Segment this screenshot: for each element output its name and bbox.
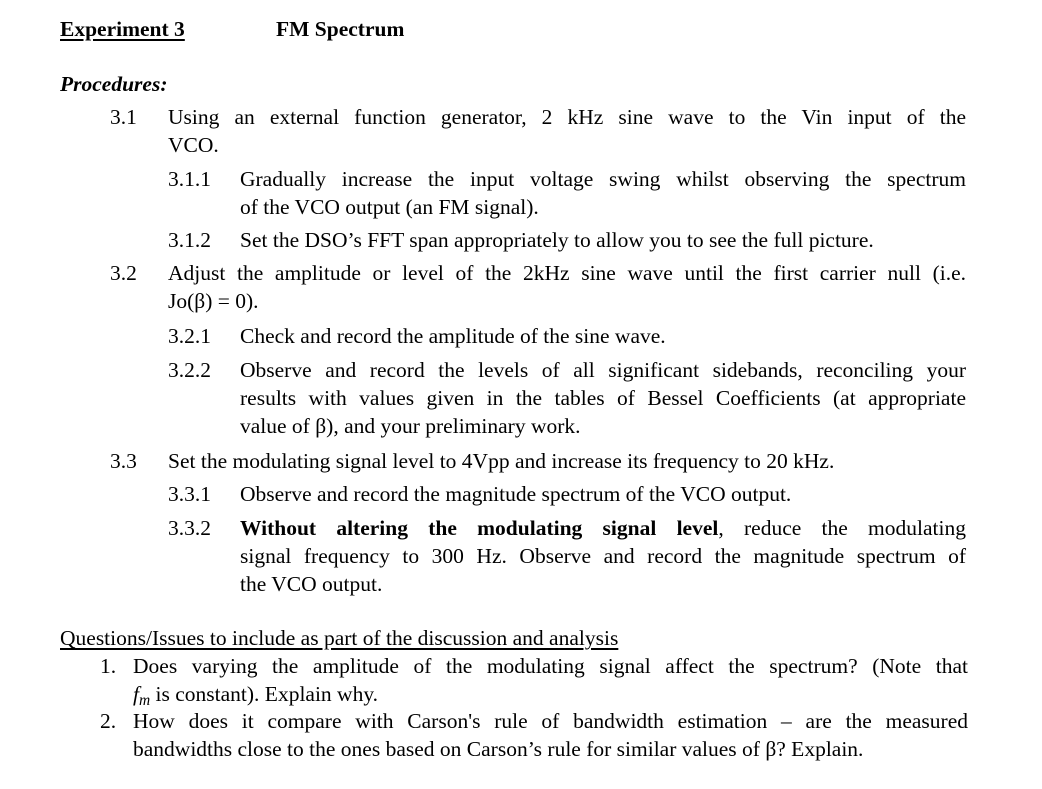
step-text-line: of the VCO output (an FM signal). [240, 195, 539, 219]
step-3-3 [168, 447, 966, 475]
questions-heading: Questions/Issues to include as part of the discussion and analysis [60, 626, 619, 650]
step-text-line: Using an external function generator, 2 kHz sine wave to the Vin input of the [168, 105, 966, 129]
step-number: 3.1.1 [168, 167, 211, 191]
step-number: 3.1 [110, 105, 137, 129]
fm-symbol-subscript: m [138, 691, 151, 709]
question-1 [133, 652, 968, 708]
step-text-line: Observe and record the magnitude spectrum of the VCO output. [240, 482, 792, 506]
question-text-line: bandwidths close to the ones based on Carson’s rule for similar values of β? Explain. [133, 737, 864, 761]
fm-symbol-f: f [133, 682, 139, 706]
emphasis-text: Without altering the modulating signal level [240, 516, 719, 540]
step-3-3-2 [240, 514, 966, 598]
step-text-fragment: , reduce the modulating [718, 516, 966, 540]
step-3-3-1 [240, 480, 966, 508]
step-text-line: Gradually increase the input voltage swing whilst observing the spectrum [240, 167, 966, 191]
step-number: 3.3.1 [168, 482, 211, 506]
question-text-line: Does varying the amplitude of the modulating signal affect the spectrum? (Note that [133, 654, 968, 678]
experiment-label: Experiment 3 [60, 17, 185, 41]
step-number: 3.1.2 [168, 228, 211, 252]
step-3-2-2 [240, 356, 966, 440]
procedures-heading: Procedures: [60, 72, 168, 96]
question-number: 2. [100, 709, 117, 733]
step-3-1-2 [240, 226, 966, 254]
step-text-line: Adjust the amplitude or level of the 2kHz sine wave until the first carrier null (i.e. [168, 261, 966, 285]
step-number: 3.3.2 [168, 516, 211, 540]
fm-symbol [133, 682, 151, 709]
step-text-line: Jo(β) = 0). [168, 289, 259, 313]
question-number: 1. [100, 654, 117, 678]
step-text-line: Check and record the amplitude of the sine wave. [240, 324, 666, 348]
step-text-line: VCO. [168, 133, 219, 157]
step-3-1-1 [240, 165, 966, 221]
question-text-line: How does it compare with Carson's rule of bandwidth estimation – are the measured [133, 709, 968, 733]
step-text-line: signal frequency to 300 Hz. Observe and record the magnitude spectrum of [240, 544, 966, 568]
question-text-line [133, 680, 968, 708]
step-text-line [240, 514, 966, 542]
step-number: 3.2.1 [168, 324, 211, 348]
step-number: 3.2 [110, 261, 137, 285]
document-title: FM Spectrum [276, 17, 405, 41]
step-3-1 [168, 103, 966, 159]
step-3-2-1 [240, 322, 966, 350]
step-text-line: results with values given in the tables of Bessel Coefficients (at appropriate [240, 386, 966, 410]
step-text-line: Set the DSO’s FFT span appropriately to allow you to see the full picture. [240, 228, 874, 252]
question-text-fragment: is constant). Explain why. [150, 682, 379, 706]
step-text-line: Observe and record the levels of all significant sidebands, reconciling your [240, 358, 966, 382]
step-text-line: the VCO output. [240, 572, 383, 596]
step-number: 3.2.2 [168, 358, 211, 382]
step-text-line: Set the modulating signal level to 4Vpp and increase its frequency to 20 kHz. [168, 449, 835, 473]
step-3-2 [168, 259, 966, 315]
step-text-line: value of β), and your preliminary work. [240, 414, 581, 438]
question-2 [133, 707, 968, 763]
step-number: 3.3 [110, 449, 137, 473]
